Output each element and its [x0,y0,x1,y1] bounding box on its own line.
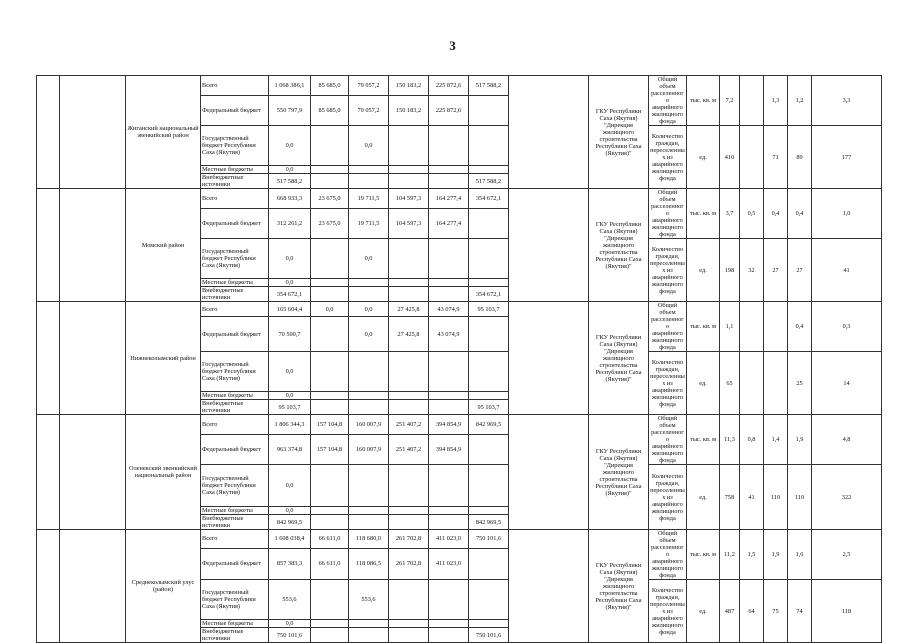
table-row [37,76,882,96]
indicator-value [764,352,788,415]
indicator-value: 41 [740,465,764,530]
funding-value [389,400,429,415]
funding-value [389,628,429,643]
funding-value: 95 103,7 [469,400,509,415]
funding-value: 251 407,2 [389,415,429,435]
funding-value [429,279,469,287]
funding-value: 261 702,8 [389,530,429,549]
funding-value: 0,0 [269,166,311,174]
indicator-value: 3,3 [812,76,882,126]
funding-value: 104 597,3 [389,209,429,239]
funding-value: 0,0 [269,465,311,507]
funding-value: 550 797,9 [269,96,311,126]
funding-value [469,279,509,287]
indicator-value: 75 [764,580,788,643]
funding-value: 0,0 [269,239,311,279]
indicator-value: 1,3 [764,76,788,126]
funding-value: 85 685,0 [311,76,349,96]
funding-source-label: Всего [201,302,269,317]
funding-value: 23 675,0 [311,189,349,209]
funding-value [349,507,389,515]
table-row [37,302,882,317]
indicator-value: 1,5 [740,530,764,580]
funding-value: 164 277,4 [429,189,469,209]
empty-cell-3 [509,189,589,302]
funding-value: 312 261,2 [269,209,311,239]
funding-value: 160 007,9 [349,415,389,435]
funding-value [311,352,349,392]
funding-source-label: Государственный бюджет Республики Саха (Якутия) [201,239,269,279]
table-row [37,415,882,435]
funding-source-label: Всего [201,530,269,549]
funding-value: 66 611,0 [311,548,349,579]
funding-value [311,174,349,189]
funding-value [429,287,469,302]
indicator-value: 3,7 [720,189,740,239]
funding-value: 517 588,2 [269,174,311,189]
indicator-value: 14 [812,352,882,415]
funding-value [469,434,509,464]
indicator-name: Общий объем расселенного аварийного жилищного фонда [649,302,687,352]
indicator-value: 110 [788,465,812,530]
funding-source-label: Внебюджетные источники [201,628,269,643]
indicator-value: 2,5 [812,530,882,580]
funding-value: 160 007,9 [349,434,389,464]
funding-source-label: Государственный бюджет Республики Саха (Якутия) [201,465,269,507]
funding-value [429,628,469,643]
funding-value [429,507,469,515]
funding-value [349,166,389,174]
funding-value [389,515,429,530]
funding-value [389,392,429,400]
funding-value: 411 023,0 [429,548,469,579]
table-row [37,530,882,549]
funding-value: 553,6 [349,580,389,620]
empty-cell-3 [509,76,589,189]
funding-value: 0,0 [269,620,311,628]
funding-value [429,580,469,620]
funding-value: 0,0 [269,392,311,400]
indicator-name: Общий объем расселенного аварийного жилищного фонда [649,76,687,126]
funding-value: 118 680,0 [349,530,389,549]
funding-value [311,465,349,507]
indicator-unit: ед. [687,239,720,302]
funding-value [311,580,349,620]
indicator-value [740,126,764,189]
indicator-name: Количество граждан, переселенных из аварийного жилищного фонда [649,465,687,530]
funding-value: 517 588,2 [469,174,509,189]
funding-value [469,580,509,620]
funding-source-label: Всего [201,76,269,96]
indicator-value: 1,0 [812,189,882,239]
funding-value: 0,0 [269,279,311,287]
funding-value: 150 183,2 [389,76,429,96]
funding-value: 85 685,0 [311,96,349,126]
funding-value: 261 702,8 [389,548,429,579]
indicator-value: 0,3 [812,302,882,352]
empty-cell-1 [37,189,60,302]
funding-value: 394 854,9 [429,415,469,435]
indicator-value: 32 [740,239,764,302]
funding-value [469,239,509,279]
indicator-unit: ед. [687,465,720,530]
indicator-value: 1,2 [788,76,812,126]
funding-value [469,209,509,239]
funding-value: 0,0 [349,239,389,279]
funding-value: 79 057,2 [349,96,389,126]
indicator-value: 64 [740,580,764,643]
funding-source-label: Внебюджетные источники [201,174,269,189]
funding-value [389,352,429,392]
funding-value [469,96,509,126]
table-row [37,189,882,209]
funding-value [389,507,429,515]
funding-source-label: Местные бюджеты [201,279,269,287]
indicator-name: Общий объем расселенного аварийного жилищного фонда [649,415,687,465]
funding-value [429,239,469,279]
funding-value [311,317,349,352]
empty-cell-1 [37,415,60,530]
funding-source-label: Федеральный бюджет [201,317,269,352]
funding-value [349,620,389,628]
funding-value: 79 057,2 [349,76,389,96]
funding-source-label: Местные бюджеты [201,392,269,400]
funding-value: 104 597,3 [389,189,429,209]
funding-value: 165 604,4 [269,302,311,317]
funding-value [469,392,509,400]
funding-source-label: Местные бюджеты [201,620,269,628]
district-name: Жиганский национальный эвенкийский район [126,76,201,189]
funding-value [469,352,509,392]
empty-cell-3 [509,530,589,643]
indicator-name: Количество граждан, переселенных из аварийного жилищного фонда [649,352,687,415]
funding-value: 394 854,9 [429,434,469,464]
funding-value: 95 103,7 [469,302,509,317]
funding-value [389,580,429,620]
funding-source-label: Всего [201,189,269,209]
district-name: Нижнеколымский район [126,302,201,415]
funding-value: 668 933,3 [269,189,311,209]
funding-value: 70 500,7 [269,317,311,352]
indicator-value: 0,8 [740,415,764,465]
funding-value [311,287,349,302]
indicator-name: Общий объем расселенного аварийного жилищного фонда [649,189,687,239]
funding-value: 0,0 [269,352,311,392]
funding-value [311,392,349,400]
funding-value: 0,0 [349,126,389,166]
funding-value [429,400,469,415]
funding-value: 0,0 [349,302,389,317]
funding-value: 27 425,8 [389,317,429,352]
funding-value [389,166,429,174]
funding-source-label: Федеральный бюджет [201,209,269,239]
empty-cell-2 [60,189,126,302]
indicator-value: 322 [812,465,882,530]
program-table [36,75,882,643]
funding-value: 157 104,8 [311,415,349,435]
funding-value [429,126,469,166]
funding-value [389,279,429,287]
indicator-value: 27 [764,239,788,302]
indicator-value: 27 [788,239,812,302]
indicator-name: Количество граждан, переселенных из аварийного жилищного фонда [649,126,687,189]
empty-cell-2 [60,76,126,189]
empty-cell-2 [60,530,126,643]
funding-source-label: Местные бюджеты [201,507,269,515]
funding-value: 95 103,7 [269,400,311,415]
funding-value: 19 711,5 [349,209,389,239]
funding-source-label: Государственный бюджет Республики Саха (Якутия) [201,352,269,392]
funding-value [349,174,389,189]
funding-value [469,507,509,515]
indicator-value: 41 [812,239,882,302]
indicator-value: 487 [720,580,740,643]
executor-cell: ГКУ Республики Саха (Якутия) "Дирекция жилищного строительства Республики Саха (Якутия)" [589,76,649,189]
indicator-unit: тыс. кв. м [687,302,720,352]
indicator-value: 1,6 [788,530,812,580]
funding-value [389,174,429,189]
indicator-value: 71 [764,126,788,189]
funding-value: 354 672,1 [469,189,509,209]
indicator-value: 0,4 [788,189,812,239]
funding-value [389,287,429,302]
funding-value [389,239,429,279]
funding-value [469,317,509,352]
indicator-value: 758 [720,465,740,530]
indicator-value: 1,9 [788,415,812,465]
indicator-value [740,352,764,415]
indicator-value: 0,4 [788,302,812,352]
funding-value: 750 101,6 [469,530,509,549]
funding-source-label: Внебюджетные источники [201,515,269,530]
indicator-value: 7,2 [720,76,740,126]
indicator-unit: тыс. кв. м [687,530,720,580]
funding-value: 750 101,6 [269,628,311,643]
funding-value [349,628,389,643]
indicator-value: 0,5 [740,189,764,239]
empty-cell-2 [60,415,126,530]
funding-value [311,166,349,174]
funding-value: 251 407,2 [389,434,429,464]
executor-cell: ГКУ Республики Саха (Якутия) "Дирекция жилищного строительства Республики Саха (Якутия)" [589,189,649,302]
funding-value [349,392,389,400]
funding-value [311,620,349,628]
funding-value: 23 675,0 [311,209,349,239]
funding-value [429,392,469,400]
funding-value: 164 277,4 [429,209,469,239]
funding-value: 1 806 344,3 [269,415,311,435]
funding-value [389,126,429,166]
funding-value [429,515,469,530]
funding-value: 43 074,9 [429,317,469,352]
funding-value: 963 374,8 [269,434,311,464]
funding-value: 842 969,5 [469,415,509,435]
funding-value: 750 101,6 [469,628,509,643]
funding-value: 19 711,5 [349,189,389,209]
funding-value [311,279,349,287]
funding-source-label: Всего [201,415,269,435]
funding-value: 842 969,5 [469,515,509,530]
funding-value [311,239,349,279]
empty-cell-3 [509,415,589,530]
empty-cell-2 [60,302,126,415]
executor-cell: ГКУ Республики Саха (Якутия) "Дирекция жилищного строительства Республики Саха (Якутия)" [589,415,649,530]
indicator-unit: тыс. кв. м [687,189,720,239]
funding-value: 411 023,0 [429,530,469,549]
funding-value: 1 068 386,1 [269,76,311,96]
funding-value: 27 425,8 [389,302,429,317]
indicator-name: Количество граждан, переселенных из аварийного жилищного фонда [649,580,687,643]
district-name: Оленекский эвенкийский национальный район [126,415,201,530]
funding-value [389,620,429,628]
indicator-value: 118 [812,580,882,643]
funding-value [429,465,469,507]
indicator-value [740,302,764,352]
funding-source-label: Внебюджетные источники [201,400,269,415]
indicator-unit: ед. [687,126,720,189]
funding-value [469,548,509,579]
indicator-value [740,76,764,126]
indicator-value: 1,1 [720,302,740,352]
indicator-unit: ед. [687,352,720,415]
empty-cell-3 [509,302,589,415]
funding-value: 0,0 [349,317,389,352]
funding-source-label: Местные бюджеты [201,166,269,174]
executor-cell: ГКУ Республики Саха (Якутия) "Дирекция жилищного строительства Республики Саха (Якутия)" [589,302,649,415]
funding-value [389,465,429,507]
funding-value: 0,0 [269,126,311,166]
funding-value: 43 074,9 [429,302,469,317]
funding-value: 0,0 [269,507,311,515]
indicator-value: 11,2 [720,530,740,580]
executor-cell: ГКУ Республики Саха (Якутия) "Дирекция жилищного строительства Республики Саха (Якутия)" [589,530,649,643]
funding-value: 354 672,1 [469,287,509,302]
indicator-unit: тыс. кв. м [687,76,720,126]
indicator-value: 89 [788,126,812,189]
indicator-value: 1,4 [764,415,788,465]
funding-value [429,352,469,392]
indicator-value: 11,3 [720,415,740,465]
funding-value: 517 588,2 [469,76,509,96]
funding-source-label: Государственный бюджет Республики Саха (Якутия) [201,126,269,166]
page-number: 3 [449,38,456,53]
indicator-value: 410 [720,126,740,189]
funding-value: 842 969,5 [269,515,311,530]
indicator-unit: тыс. кв. м [687,415,720,465]
indicator-value: 25 [788,352,812,415]
funding-value: 857 383,3 [269,548,311,579]
indicator-value: 177 [812,126,882,189]
indicator-value: 1,9 [764,530,788,580]
district-name: Среднеколымский улус (район) [126,530,201,643]
funding-value [469,126,509,166]
funding-value [311,628,349,643]
indicator-value: 110 [764,465,788,530]
empty-cell-1 [37,302,60,415]
funding-source-label: Федеральный бюджет [201,96,269,126]
funding-value [349,287,389,302]
funding-source-label: Федеральный бюджет [201,434,269,464]
funding-value [349,465,389,507]
funding-value: 225 872,6 [429,76,469,96]
funding-source-label: Федеральный бюджет [201,548,269,579]
funding-value: 157 104,8 [311,434,349,464]
funding-value [311,515,349,530]
funding-value: 354 672,1 [269,287,311,302]
funding-value: 1 608 038,4 [269,530,311,549]
funding-value [349,515,389,530]
funding-source-label: Государственный бюджет Республики Саха (Якутия) [201,580,269,620]
district-name: Момский район [126,189,201,302]
funding-value [349,400,389,415]
funding-value [429,174,469,189]
funding-value: 225 872,6 [429,96,469,126]
funding-value [311,507,349,515]
funding-value [429,620,469,628]
funding-value: 118 086,5 [349,548,389,579]
funding-value [429,166,469,174]
indicator-name: Количество граждан, переселенных из аварийного жилищного фонда [649,239,687,302]
indicator-value: 0,4 [764,189,788,239]
indicator-value: 65 [720,352,740,415]
empty-cell-1 [37,76,60,189]
funding-source-label: Внебюджетные источники [201,287,269,302]
indicator-value: 74 [788,580,812,643]
funding-value: 0,0 [311,302,349,317]
funding-value: 150 183,2 [389,96,429,126]
indicator-unit: ед. [687,580,720,643]
indicator-value: 4,8 [812,415,882,465]
funding-value [469,166,509,174]
indicator-value [764,302,788,352]
funding-value [349,352,389,392]
funding-value [469,620,509,628]
funding-value [469,465,509,507]
funding-value [311,126,349,166]
empty-cell-1 [37,530,60,643]
funding-value [349,279,389,287]
funding-value [311,400,349,415]
indicator-value: 198 [720,239,740,302]
funding-value: 66 611,0 [311,530,349,549]
indicator-name: Общий объем расселенного аварийного жилищного фонда [649,530,687,580]
funding-value: 553,6 [269,580,311,620]
